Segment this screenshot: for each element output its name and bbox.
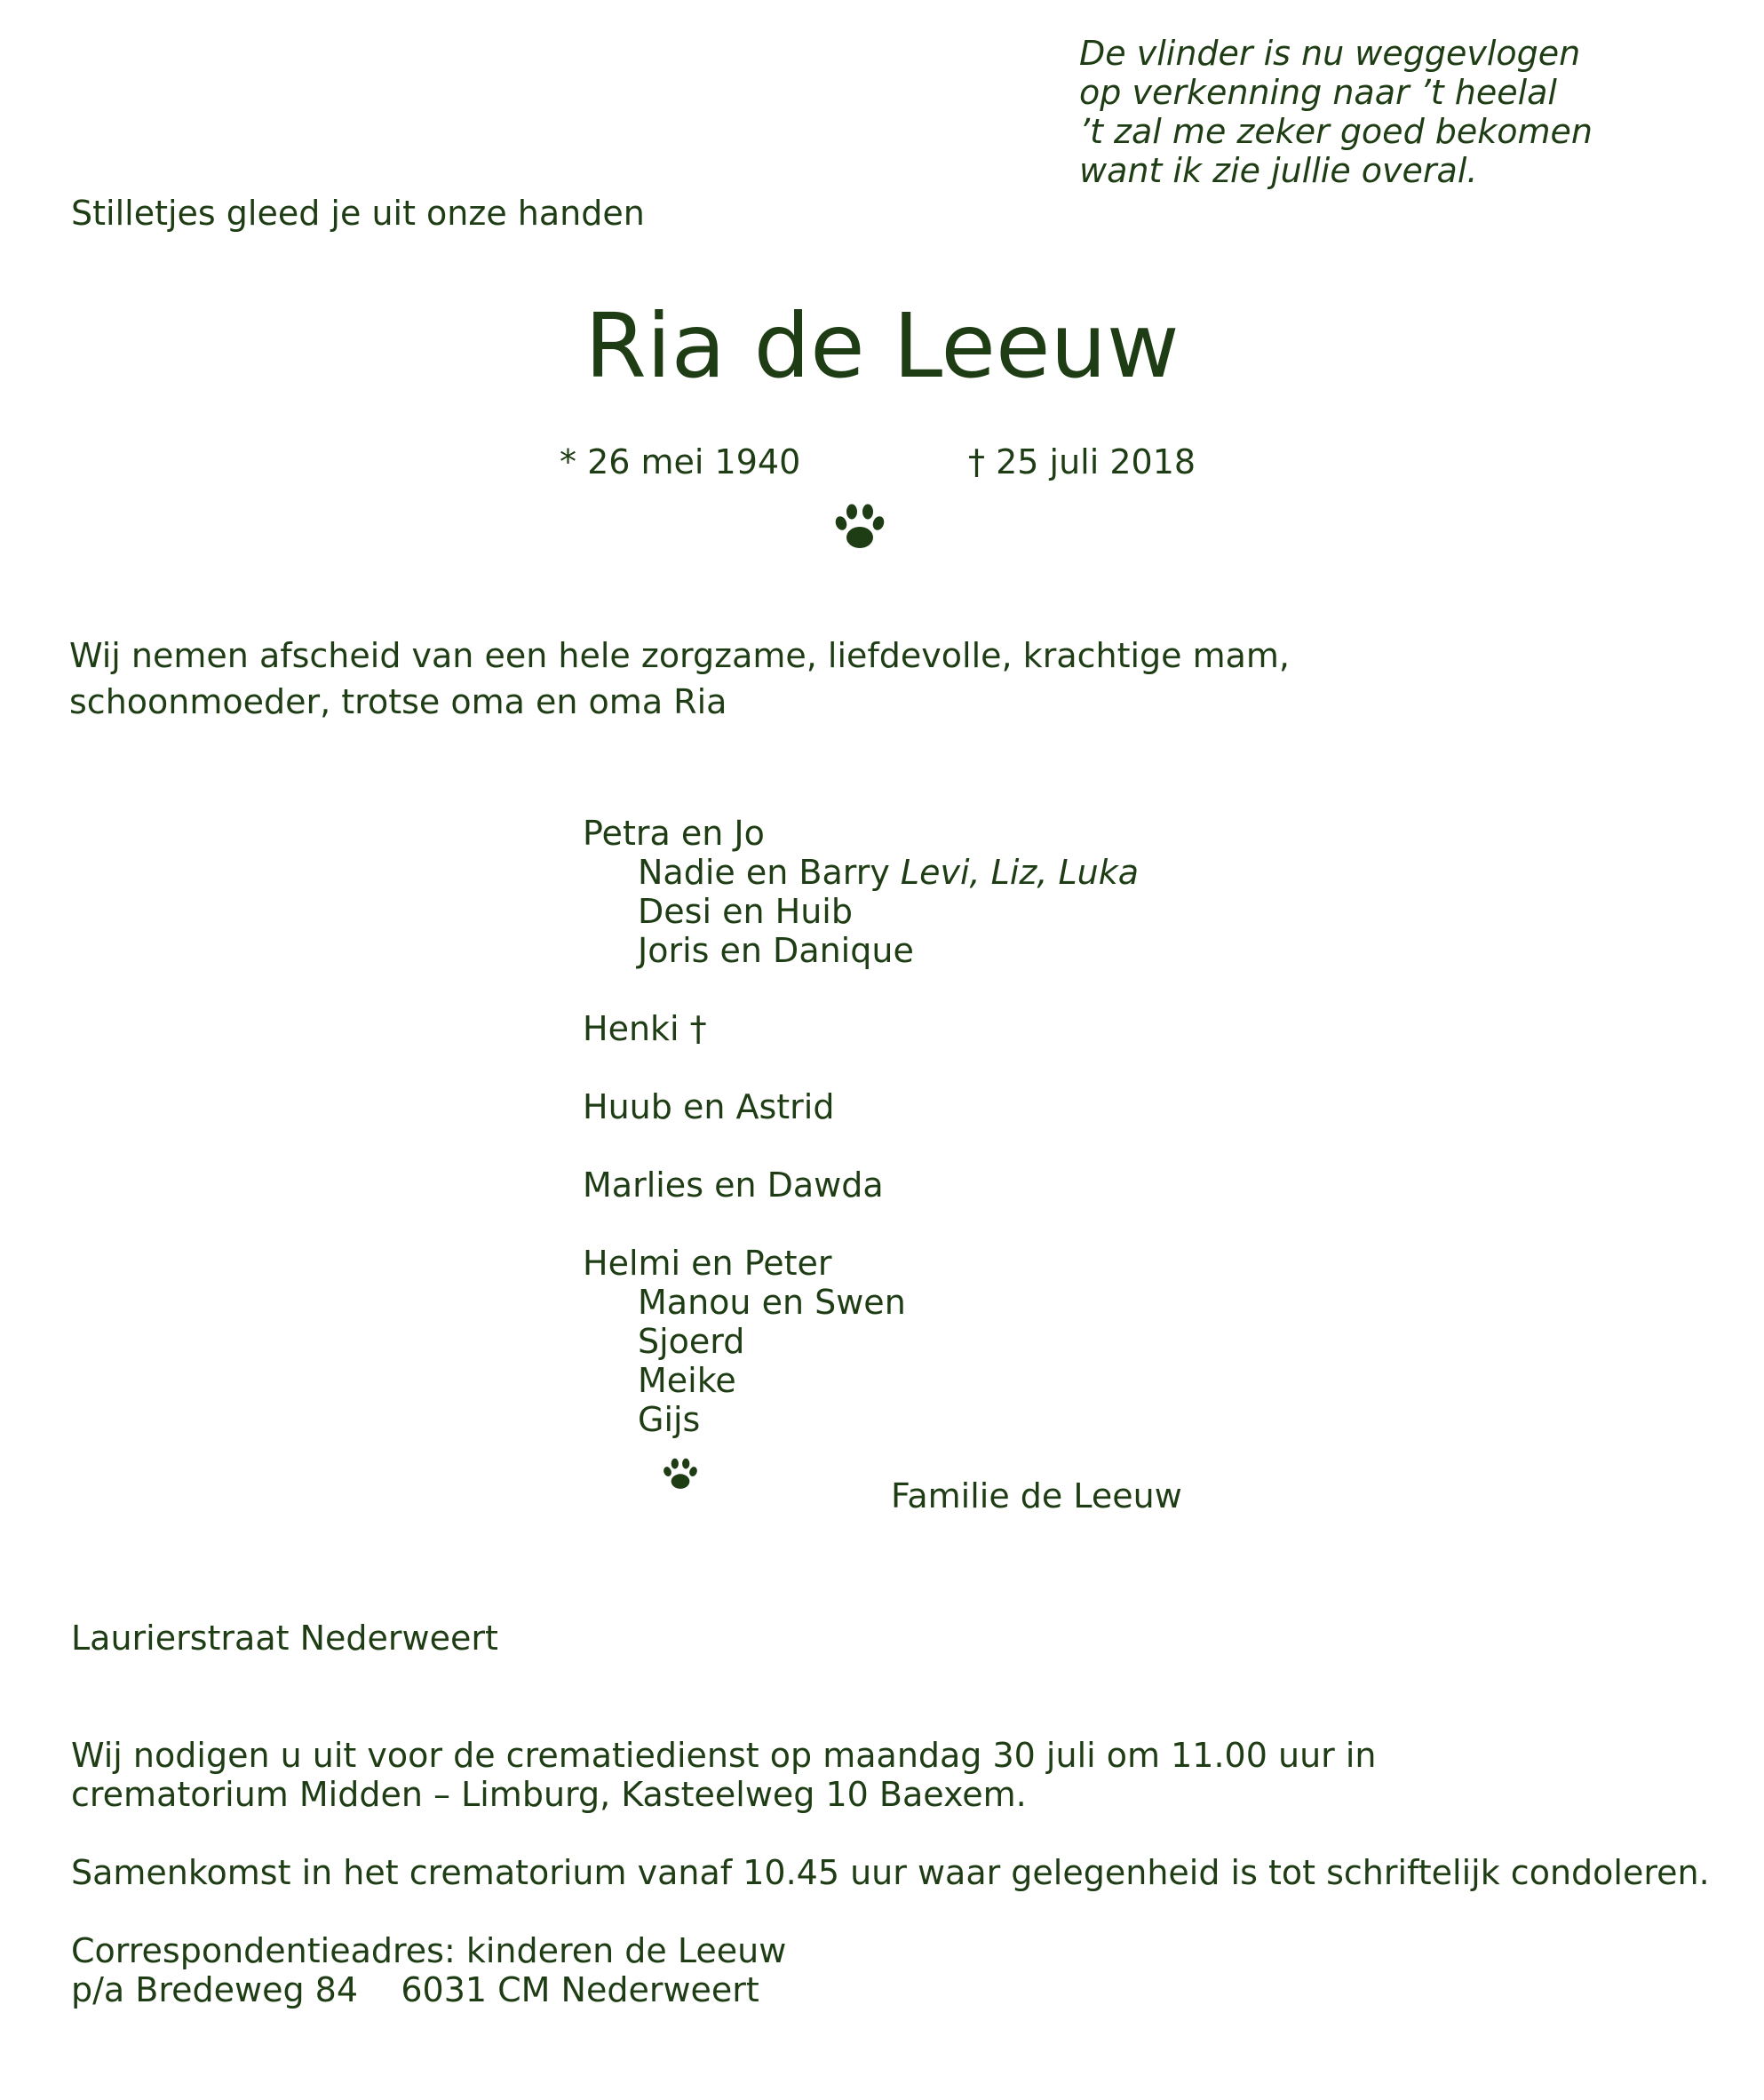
- opening-line: Stilletjes gleed je uit onze handen: [71, 194, 645, 233]
- poem-line: want ik zie jullie overal.: [1079, 151, 1478, 190]
- paw-icon: [833, 502, 886, 553]
- family-group: [583, 1087, 1139, 1126]
- family-head: Marlies en Dawda: [583, 1165, 884, 1205]
- family-list: [583, 814, 1139, 1478]
- family-child: [583, 853, 1139, 892]
- gathering-line: Samenkomst in het crematorium vanaf 10.45 uur waar gelegenheid is tot schriftelijk condoleren.: [71, 1853, 1710, 1892]
- correspondence-line: p/a Bredeweg 84 6031 CM Nederweert: [71, 1970, 759, 2009]
- signoff: Familie de Leeuw: [891, 1476, 1182, 1515]
- family-head: Helmi en Peter: [583, 1244, 832, 1283]
- family-child-name: Nadie en Barry: [638, 853, 890, 892]
- death-date: † 25 juli 2018: [968, 442, 1196, 481]
- family-child: Joris en Danique: [638, 931, 914, 970]
- family-head: Henki †: [583, 1009, 707, 1048]
- poem-line: De vlinder is nu weggevlogen: [1079, 34, 1581, 73]
- family-child: Sjoerd: [638, 1322, 745, 1361]
- grandchildren-names: Levi, Liz, Luka: [900, 853, 1140, 892]
- intro-line: schoonmoeder, trotse oma en oma Ria: [69, 682, 727, 721]
- family-child: Gijs: [638, 1400, 701, 1439]
- service-invite-line: crematorium Midden – Limburg, Kasteelweg 10 Baexem.: [71, 1775, 1027, 1814]
- home-address: Laurierstraat Nederweert: [71, 1619, 498, 1658]
- deceased-name: Ria de Leeuw: [584, 294, 1180, 398]
- family-head: Petra en Jo: [583, 814, 765, 853]
- correspondence-line: Correspondentieadres: kinderen de Leeuw: [71, 1931, 787, 1970]
- family-group: [583, 1165, 1139, 1205]
- intro-line: Wij nemen afscheid van een hele zorgzame, liefdevolle, krachtige mam,: [69, 636, 1291, 675]
- intro-text: [69, 632, 1290, 725]
- family-group: [583, 1009, 1139, 1048]
- service-invite-line: Wij nodigen u uit voor de crematiedienst op maandag 30 juli om 11.00 uur in: [71, 1736, 1377, 1775]
- family-group: [583, 814, 1139, 970]
- poem-line: ’t zal me zeker goed bekomen: [1079, 112, 1593, 151]
- family-group: [583, 1244, 1139, 1439]
- family-child: Meike: [638, 1361, 736, 1400]
- service-info: [71, 1736, 1710, 2009]
- paw-icon: [662, 1457, 699, 1492]
- family-child: Desi en Huib: [638, 892, 853, 931]
- poem-line: op verkenning naar ’t heelal: [1079, 73, 1557, 112]
- poem: [1079, 34, 1593, 190]
- birth-date: * 26 mei 1940: [560, 442, 801, 481]
- family-child: Manou en Swen: [638, 1283, 906, 1322]
- family-head: Huub en Astrid: [583, 1087, 835, 1126]
